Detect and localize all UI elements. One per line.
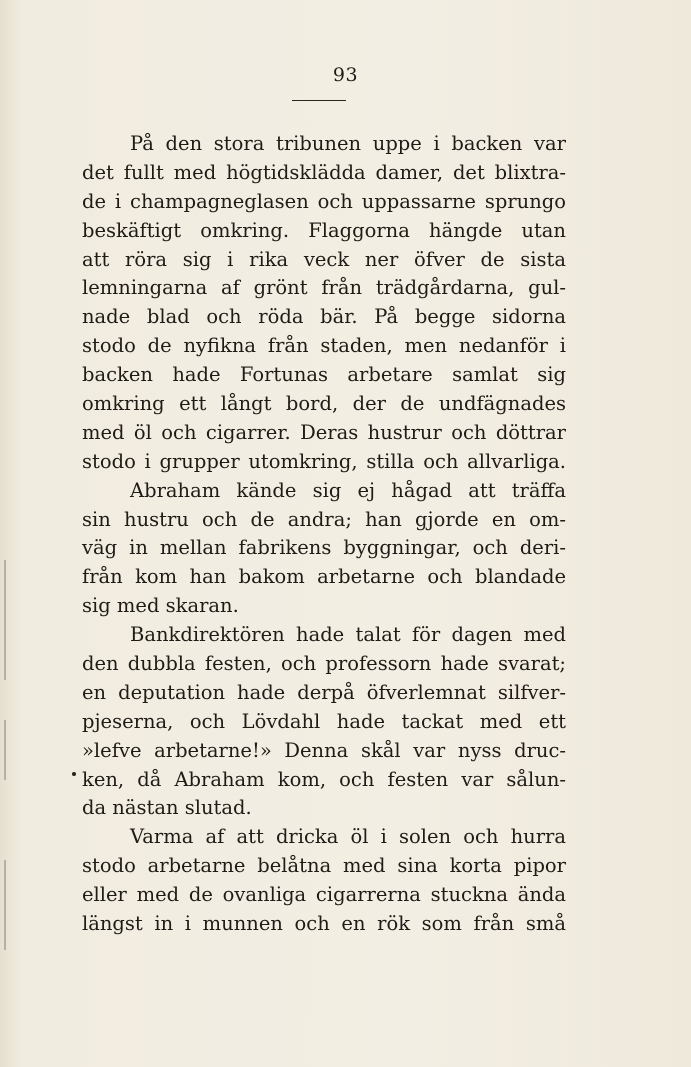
page-number-rule	[292, 100, 346, 101]
text-line: den dubbla festen, och professorn hade svarat;	[82, 652, 566, 676]
text-line: omkring ett långt bord, der de undfägnades	[82, 392, 566, 416]
page-edge-shadow	[4, 560, 6, 680]
text-line: med öl och cigarrer. Deras hustrur och döttrar	[82, 420, 566, 444]
text-line: Varma af att dricka öl i solen och hurra	[130, 825, 566, 849]
text-line: Abraham kände sig ej hågad att träffa	[130, 478, 566, 502]
text-line: att röra sig i rika veck ner öfver de sista	[82, 247, 566, 271]
text-line: lemningarna af grönt från trädgårdarna, gul-	[82, 276, 566, 300]
page-number: 93	[332, 64, 359, 86]
text-line: Bankdirektören hade talat för dagen med	[130, 623, 566, 647]
text-line: stodo i grupper utomkring, stilla och allvarliga.	[82, 449, 566, 473]
text-line: stodo de nyfikna från staden, men nedanför i	[82, 334, 566, 358]
text-line: längst in i munnen och en rök som från små	[82, 912, 566, 936]
margin-ink-dot	[72, 772, 76, 776]
text-line: sin hustru och de andra; han gjorde en om-	[82, 507, 566, 531]
body-text	[82, 130, 566, 939]
text-line: väg in mellan fabrikens byggningar, och deri-	[82, 536, 566, 560]
text-line: nade blad och röda bär. På begge sidorna	[82, 305, 566, 329]
text-line: en deputation hade derpå öfverlemnat silfver-	[82, 680, 566, 704]
text-line: sig med skaran.	[82, 594, 239, 618]
text-line: beskäftigt omkring. Flaggorna hängde utan	[82, 218, 566, 242]
text-line: På den stora tribunen uppe i backen var	[130, 132, 566, 155]
text-line: pjeserna, och Lövdahl hade tackat med ett	[82, 709, 566, 733]
text-line: backen hade Fortunas arbetare samlat sig	[82, 363, 566, 387]
text-line: »lefve arbetarne!» Denna skål var nyss druc-	[82, 738, 566, 762]
text-line: ken, då Abraham kom, och festen var sålun-	[82, 767, 566, 791]
text-line: från kom han bakom arbetarne och blandade	[82, 565, 566, 589]
text-line: stodo arbetarne belåtna med sina korta pipor	[82, 854, 566, 878]
page-edge-shadow	[4, 860, 6, 950]
text-line: de i champagneglasen och uppassarne sprungo	[82, 189, 566, 213]
text-line: da nästan slutad.	[82, 796, 252, 820]
page-edge-shadow	[4, 720, 6, 780]
text-line: eller med de ovanliga cigarrerna stuckna ända	[82, 883, 566, 907]
text-line: det fullt med högtidsklädda damer, det blixtra-	[82, 160, 566, 184]
